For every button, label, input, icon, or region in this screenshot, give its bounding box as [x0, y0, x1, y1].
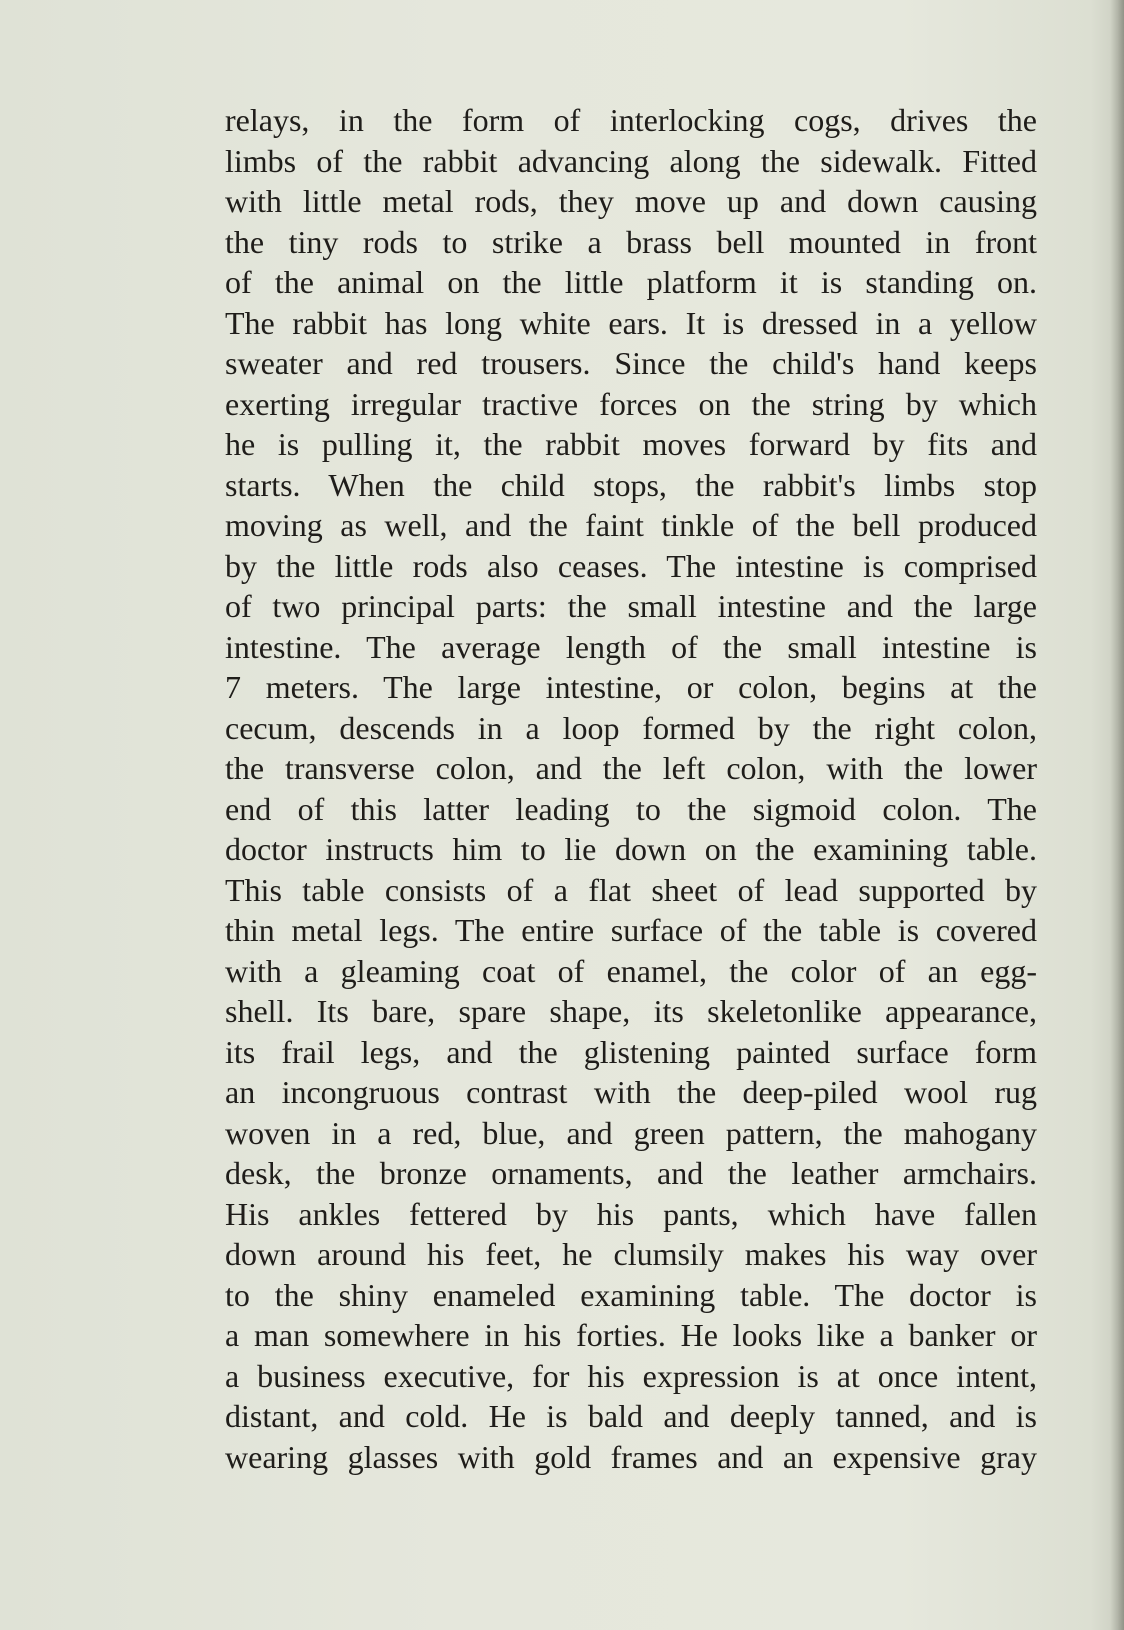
- text-line: 7 meters. The large intestine, or colon, begins at the: [225, 669, 1037, 705]
- page-edge-shadow: [1110, 0, 1124, 1630]
- text-line: wearing glasses with gold frames and an expensive gray: [225, 1438, 1037, 1475]
- text-line: with little metal rods, they move up and down causing: [225, 183, 1037, 219]
- text-line: The rabbit has long white ears. It is dressed in a yellow: [225, 304, 1037, 341]
- text-line: doctor instructs him to lie down on the examining table.: [225, 831, 1037, 867]
- body-text: [225, 100, 1037, 1477]
- text-line: the tiny rods to strike a brass bell mounted in front: [225, 223, 1037, 260]
- text-line: desk, the bronze ornaments, and the leather armchairs.: [225, 1155, 1037, 1191]
- text-line: of the animal on the little platform it is standing on.: [225, 264, 1037, 300]
- text-line: a man somewhere in his forties. He looks like a banker or: [225, 1317, 1037, 1353]
- text-line: limbs of the rabbit advancing along the sidewalk. Fitted: [225, 142, 1037, 179]
- text-line: distant, and cold. He is bald and deeply tanned, and is: [225, 1398, 1037, 1434]
- text-line: cecum, descends in a loop formed by the right colon,: [225, 709, 1037, 746]
- text-line: its frail legs, and the glistening painted surface form: [225, 1033, 1037, 1070]
- text-line: This table consists of a flat sheet of lead supported by: [225, 871, 1037, 908]
- text-line: shell. Its bare, spare shape, its skeletonlike appearance,: [225, 993, 1037, 1029]
- text-line: end of this latter leading to the sigmoid colon. The: [225, 790, 1037, 827]
- text-line: by the little rods also ceases. The intestine is comprised: [225, 547, 1037, 584]
- text-line: with a gleaming coat of enamel, the color of an egg-: [225, 952, 1037, 989]
- text-line: an incongruous contrast with the deep-piled wool rug: [225, 1074, 1037, 1110]
- text-line: woven in a red, blue, and green pattern, the mahogany: [225, 1114, 1037, 1151]
- text-line: of two principal parts: the small intestine and the large: [225, 588, 1037, 624]
- text-line: exerting irregular tractive forces on the string by which: [225, 385, 1037, 422]
- text-line: starts. When the child stops, the rabbit's limbs stop: [225, 466, 1037, 503]
- text-line: sweater and red trousers. Since the child's hand keeps: [225, 345, 1037, 381]
- text-line: relays, in the form of interlocking cogs, drives the: [225, 102, 1037, 138]
- text-line: a business executive, for his expression is at once intent,: [225, 1357, 1037, 1394]
- text-line: intestine. The average length of the small intestine is: [225, 628, 1037, 665]
- text-line: the transverse colon, and the left colon, with the lower: [225, 750, 1037, 786]
- text-line: His ankles fettered by his pants, which have fallen: [225, 1195, 1037, 1232]
- text-line: thin metal legs. The entire surface of the table is covered: [225, 912, 1037, 948]
- text-line: moving as well, and the faint tinkle of the bell produced: [225, 507, 1037, 543]
- text-line: down around his feet, he clumsily makes his way over: [225, 1236, 1037, 1272]
- text-line: to the shiny enameled examining table. The doctor is: [225, 1276, 1037, 1313]
- text-line: he is pulling it, the rabbit moves forward by fits and: [225, 426, 1037, 462]
